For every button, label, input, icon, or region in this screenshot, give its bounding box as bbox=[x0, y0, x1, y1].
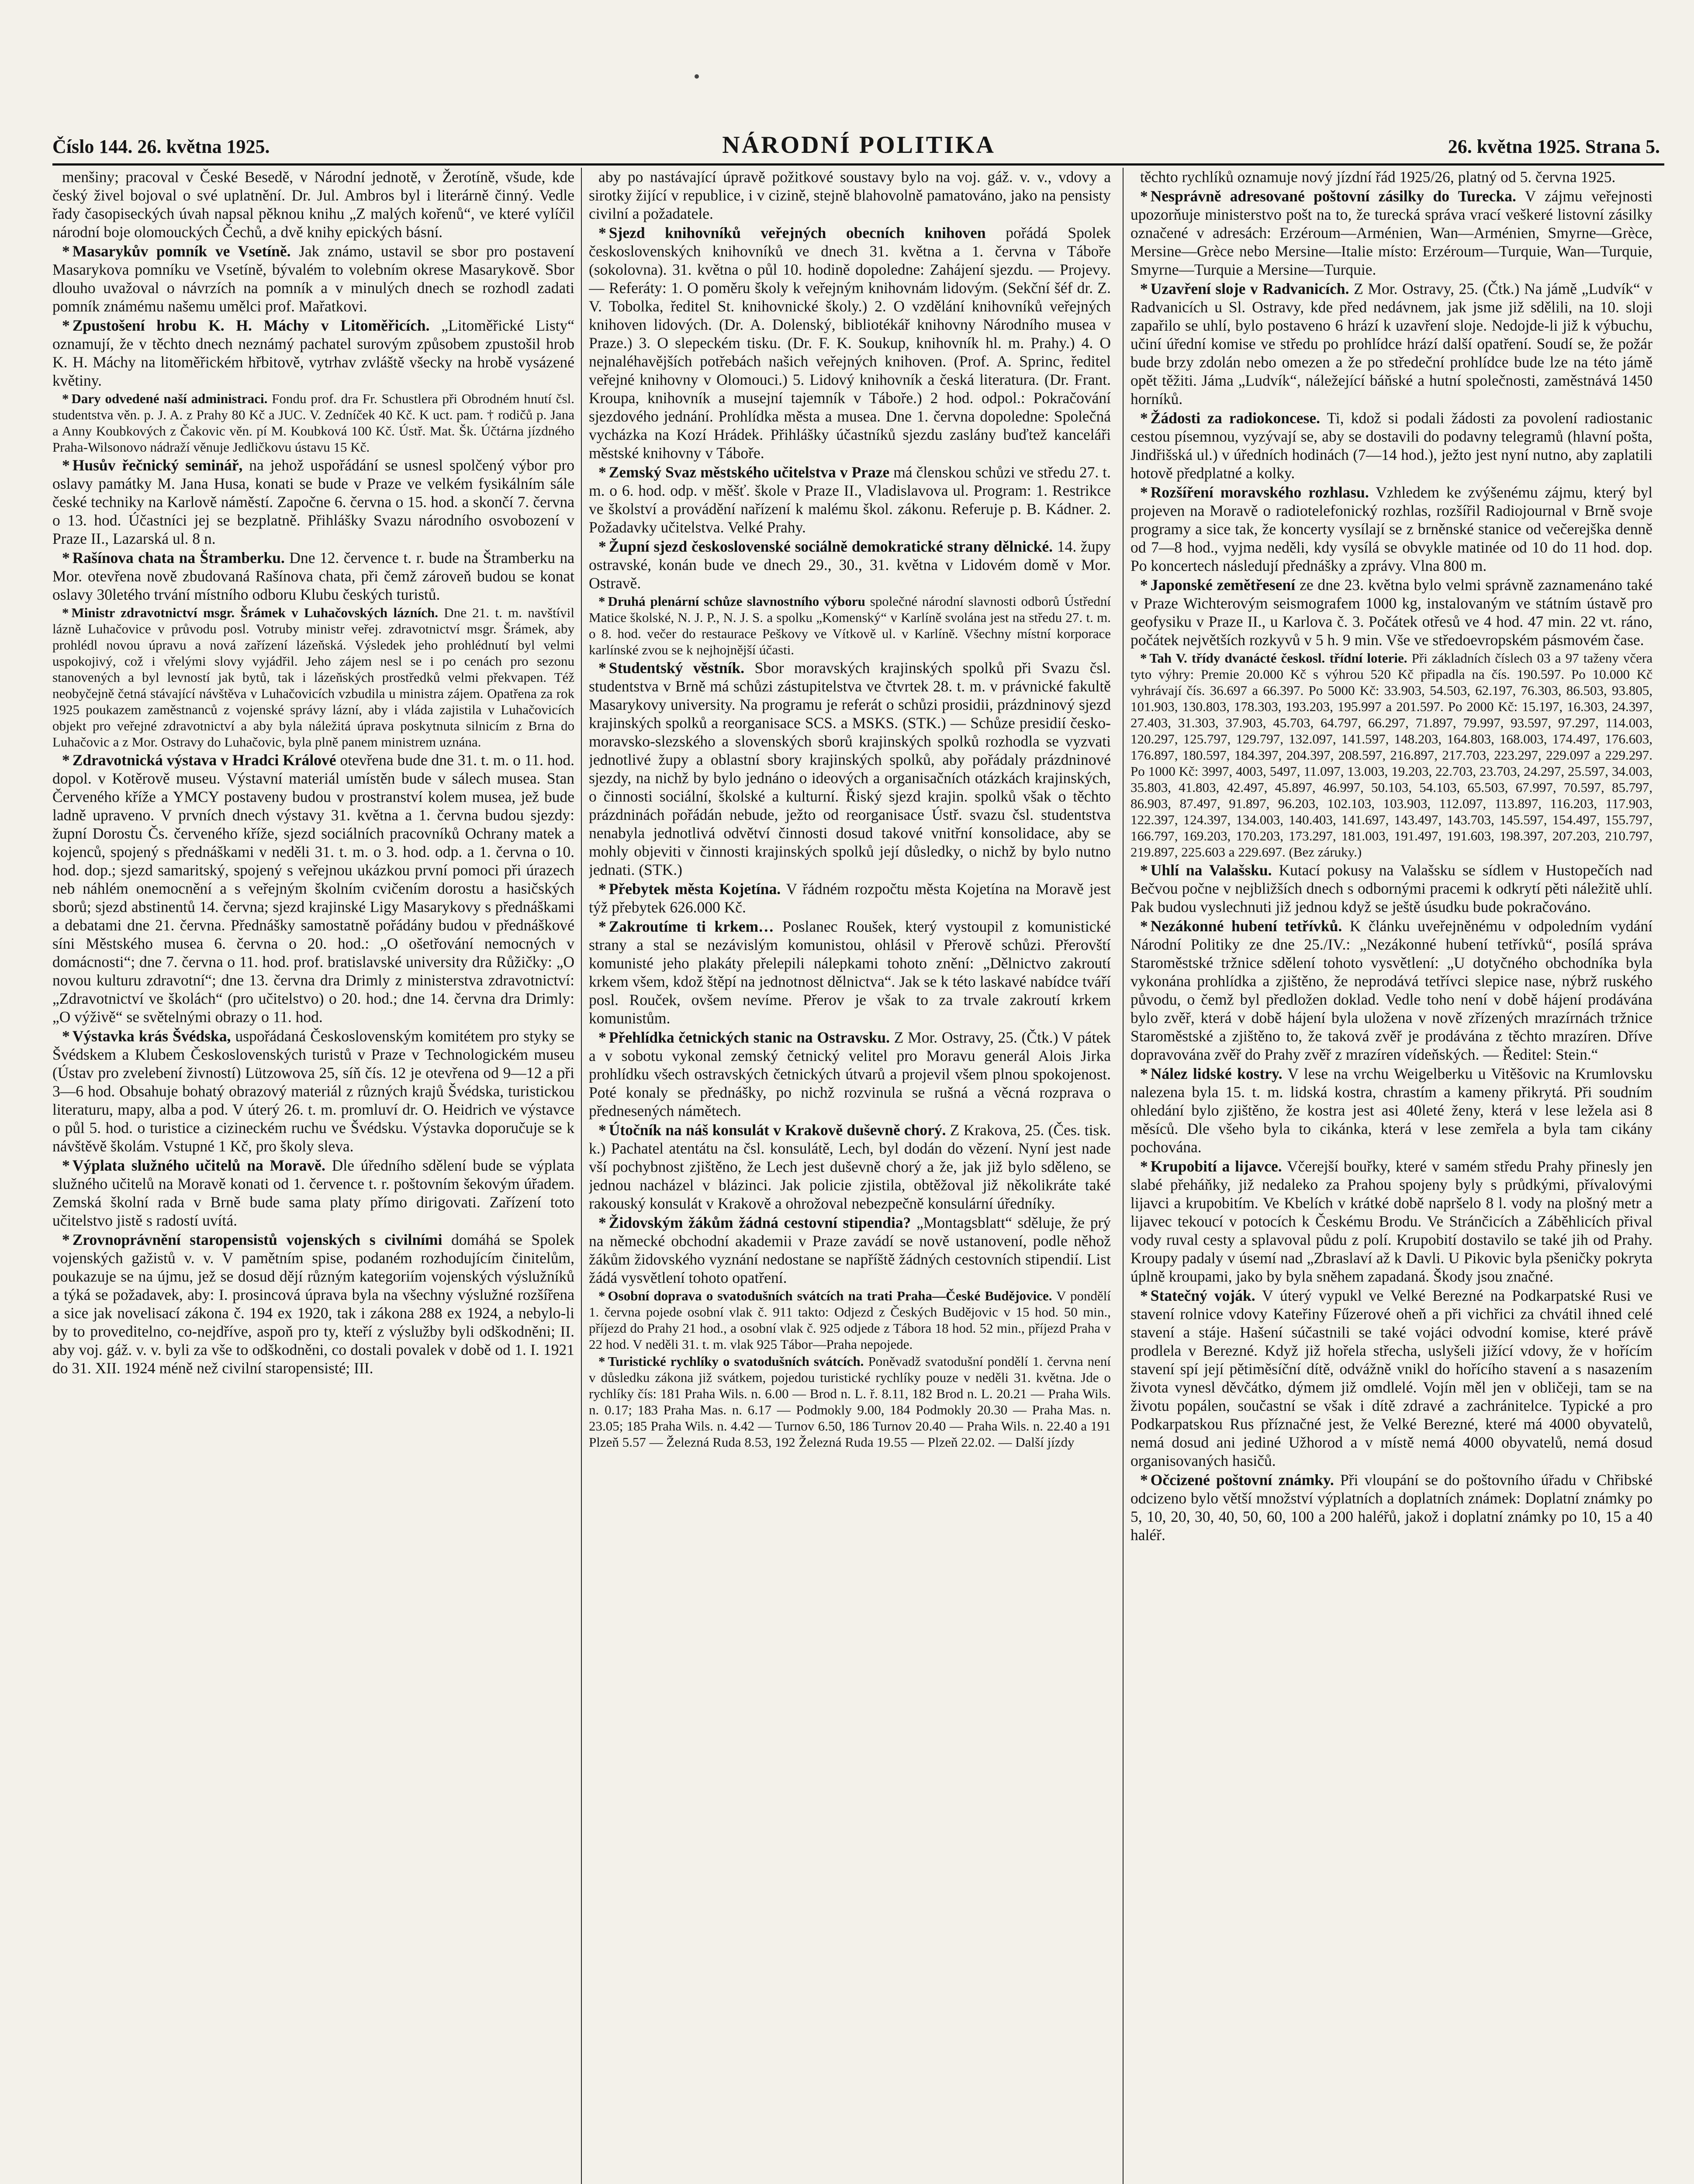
issue-number-date: Číslo 144. 26. května 1925. bbox=[52, 136, 270, 157]
news-item bbox=[1130, 187, 1653, 279]
news-item bbox=[1130, 650, 1653, 860]
bullet-mark: * bbox=[1140, 484, 1148, 501]
bullet-mark: * bbox=[62, 242, 70, 260]
continued-text bbox=[589, 168, 1111, 223]
news-headline: Husův řečnický seminář, bbox=[72, 456, 243, 474]
news-item bbox=[1130, 1286, 1653, 1470]
news-headline: Krupobití a lijavce. bbox=[1150, 1158, 1282, 1175]
bullet-mark: * bbox=[598, 918, 606, 935]
news-item bbox=[1130, 1471, 1653, 1544]
continued-text bbox=[52, 168, 574, 241]
news-item bbox=[589, 224, 1111, 462]
bullet-mark: * bbox=[1140, 1471, 1148, 1489]
news-item bbox=[589, 917, 1111, 1027]
news-item bbox=[52, 390, 574, 455]
news-headline: Turistické rychlíky o svatodušních svátcích. bbox=[608, 1354, 864, 1369]
news-body: V řádném rozpočtu města Kojetína na Moravě jest týž přebytek 626.000 Kč. bbox=[589, 880, 1111, 916]
news-body: „Montagsblatt“ sděluje, že prý na německé obchodní akademii v Praze zavádí se nově ustanovení, podle něhož žákům židovského vyznání nedostane se napříště žádných cestovních stipendií. List žádá vysvětlení tohoto opatření. bbox=[589, 1214, 1111, 1286]
bullet-mark: * bbox=[598, 463, 606, 481]
news-headline: Výstavka krás Švédska, bbox=[72, 1027, 231, 1045]
news-body: Dne 21. t. m. navštívil lázně Luhačovice v průvodu posl. Votruby ministr veřej. zdravotnictví msgr. Šrámek, aby prohlédl novou úpravu a nová zařízení lázeňská. Výsledek jeho prohlédnutí byl velmi uspokojivý, což i vřelými slovy vyjádřil. Jeho zájem nesl se i po cenách pro sezonu stanovených a byl levností jak bytů, tak i lázeňských prostředků velmi překvapen. Též neobyčejně četná stávající návštěva v Luhačovicích vzbudila u ministra zájem. Opatřena za rok 1925 poukazem zaměstnanců z vojenské správy lázní, aby i vláda zajistila v Luhačovicích objekt pro veřejné zdravotnictví a aby byla náležitá úprava poskytnuta silnicím z Brna do Luhačovic a z Mor. Ostravy do Luhačovic, byla plně panem ministrem uznána. bbox=[52, 605, 574, 750]
text-column-1 bbox=[52, 168, 574, 2184]
bullet-mark: * bbox=[598, 1214, 606, 1231]
news-body: Poněvadž svatodušní pondělí 1. června není v důsledku zákona již svátkem, pojedou turistické rychlíky pouze v neděli 31. května. Jde o rychlíky čís: 181 Praha Wils. n. 6.00 — Brod n. L. ř. 8.11, 182 Brod n. L. 20.21 — Praha Wils. n. 0.17; 183 Praha Mas. n. 6.17 — Podmokly 9.00, 184 Podmokly 20.30 — Praha Mas. n. 23.05; 185 Praha Wils. n. 4.42 — Turnov 6.50, 186 Turnov 20.40 — Praha Wils. n. 22.40 a 191 Plzeň 5.57 — Železná Ruda 8.53, 192 Železná Ruda 19.55 — Plzeň 22.02. — Další jízdy bbox=[589, 1354, 1111, 1450]
news-headline: Přehlídka četnických stanic na Ostravsku. bbox=[608, 1029, 890, 1046]
news-item bbox=[52, 1156, 574, 1230]
news-headline: Župní sjezd československé sociálně demokratické strany dělnické. bbox=[608, 538, 1053, 555]
news-body: ze dne 23. května bylo velmi správně zaznamenáno také v Praze Wichterovým seismografem 1000 kg, instalovaným ve státním ústavě pro geofysiku v Praze II., u Karlova č. 3. Počátek otřesů ve 4 hod. 47 min. 22 vt. ráno, počátek největších rozkyvů v 5 h. 9 min. Vše ve středoevropském pásmovém čase. bbox=[1130, 576, 1653, 649]
news-headline: Tah V. třídy dvanácté českosl. třídní loterie. bbox=[1149, 650, 1407, 666]
bullet-mark: * bbox=[598, 1121, 606, 1139]
news-body: V pondělí 1. června pojede osobní vlak č. 911 takto: Odjezd z Českých Budějovic v 15 hod. 50 min., příjezd do Prahy 21 hod., a osobní vlak č. 925 odjede z Tábora 18 hod. 52 min., příjezd Praha v 22 hod. V neděli 31. t. m. vlak 925 Tábor—Praha nepojede. bbox=[589, 1288, 1111, 1352]
news-headline: Ministr zdravotnictví msgr. Šrámek v Luhačovských lázních. bbox=[71, 605, 438, 620]
news-item bbox=[1130, 1157, 1653, 1286]
news-headline: Japonské zemětřesení bbox=[1150, 576, 1296, 594]
news-headline: Rozšíření moravského rozhlasu. bbox=[1150, 484, 1369, 501]
column-divider bbox=[1123, 168, 1124, 2184]
news-headline: Sjezd knihovníků veřejných obecních knihoven bbox=[608, 224, 986, 242]
news-item bbox=[52, 549, 574, 604]
bullet-mark: * bbox=[62, 605, 69, 620]
bullet-mark: * bbox=[598, 1288, 605, 1303]
bullet-mark: * bbox=[598, 880, 606, 898]
news-headline: Uhlí na Valašsku. bbox=[1150, 861, 1272, 879]
news-body: pořádá Spolek československých knihovníků ve dnech 31. května a 1. června v Táboře (sokolovna). 31. května o půl 10. hodině dopoledne: Zahájení sjezdu. — Projevy. — Referáty: 1. O poměru školy k veřejným knihovnám lidovým. (Sekční šéf dr. Z. V. Tobolka, ředitel St. knihovnické školy.) 2. O vzdělání knihovníků veřejných knihoven lidových. (Dr. A. Dolenský, bibliotékář knihovny Národního musea v Praze.) 3. O slepeckém tisku. (Dr. F. K. Soukup, knihovník hl. m. Prahy.) 4. O nejnaléhavějších potřebách našich veřejných knihoven. (Prof. A. Sprinc, ředitel veřejné knihovny v Olomouci.) 5. Lidový knihovník a česká literatura. (Dr. Frant. Kroupa, knihovník a musejní tajemník v Táboře.) 2 hod. odpol.: Pokračování sjezdového jednání. Prohlídka města a musea. Dne 1. června dopoledne: Společná vycházka na Kozí Hrádek. Přihlášky účastníků sjezdu zaslány buďtež kanceláři městské knihovny v Táboře. bbox=[589, 224, 1111, 462]
news-body: menšiny; pracoval v České Besedě, v Národní jednotě, v Žerotíně, všude, kde český živel bojoval o své uplatnění. Dr. Jul. Ambros byl i literárně činný. Vedle řady časopiseckých úvah napsal pěknou knihu „Z malých kořenů“, ve které vylíčil národní boje olomouckých Čechů, a dvě knihy epických básní. bbox=[52, 168, 574, 241]
news-item bbox=[52, 242, 574, 315]
bullet-mark: * bbox=[62, 456, 70, 474]
bullet-mark: * bbox=[1140, 409, 1148, 427]
news-headline: Zpustošení hrobu K. H. Máchy v Litoměřicích. bbox=[72, 317, 430, 334]
news-headline: Statečný voják. bbox=[1150, 1287, 1255, 1304]
news-item bbox=[1130, 576, 1653, 649]
bullet-mark: * bbox=[1140, 917, 1148, 935]
news-body: Z Krakova, 25. (Čes. tisk. k.) Pachatel atentátu na čsl. konsulátě, Lech, byl dodán do vězení. Nyní jest nade vší pochybnost zjištěno, že Lech jest duševně chorý a že, jak již bylo sděleno, se jednou nacházel v blázinci. Jak policie zjistila, obtěžoval již několikráte také rakouský konsulát v Krakově a ohrožoval nebezpečně konsulární úředníky. bbox=[589, 1121, 1111, 1212]
news-headline: Žádosti za radiokoncese. bbox=[1150, 409, 1320, 427]
page-header bbox=[52, 131, 1660, 162]
news-body: V lese na vrchu Weigelberku u Vitěšovic na Krumlovsku nalezena byla 15. t. m. lidská kostra, chrastím a kameny přikrytá. Při soudním ohledání bylo zjištěno, že kostra jest asi 40leté ženy, která v lese ležela asi 8 měsíců. Dle všeho byla to cikánka, která v lese zemřela a byla tam cikány pochována. bbox=[1130, 1065, 1653, 1156]
news-body: Kutací pokusy na Valašsku se sídlem v Hustopečích nad Bečvou počne v nejbližších dnech s odbornými pracemi k odkrytí pěti náležitě uhlí. Pak budou vyslechnuti již jednou když se ještě úsudku bude pokračováno. bbox=[1130, 861, 1653, 916]
news-headline: Nezákonné hubení tetřívků. bbox=[1150, 917, 1342, 935]
news-headline: Studentský věstník. bbox=[608, 659, 745, 677]
news-headline: Uzavření sloje v Radvanicích. bbox=[1150, 280, 1349, 297]
bullet-mark: * bbox=[62, 1027, 70, 1045]
bullet-mark: * bbox=[1140, 1158, 1148, 1175]
continued-text bbox=[1130, 168, 1653, 186]
news-item bbox=[52, 316, 574, 390]
text-column-3 bbox=[1130, 168, 1653, 2184]
bullet-mark: * bbox=[62, 317, 70, 334]
news-item bbox=[589, 593, 1111, 658]
masthead: NÁRODNÍ POLITIKA bbox=[722, 131, 996, 159]
news-body: Ti, kdož si podali žádosti za povolení radiostanic cestou písemnou, vyzývají se, aby se dostavili do podavny telegramů (hlavní pošta, Jindřišská ul.) v úředních hodinách (7—14 hod.), ježto jest nyní nutno, aby zaplatili hotově předplatné a kolky. bbox=[1130, 409, 1653, 482]
news-item bbox=[52, 1230, 574, 1377]
bullet-mark: * bbox=[62, 751, 70, 769]
news-body: otevřena bude dne 31. t. m. o 11. hod. dopol. v Kotěrově museu. Výstavní materiál umístěn bude v sálech musea. Stan Červeného kříže a YMCY postaveny budou v prostranství kolem musea, jež bude ladně upraveno. V prvních dnech výstavy 31. května a 1. června budou sjezdy: župní Dorostu Čs. červeného kříže, sjezd sociálních pracovníků Ochrany matek a kojenců, spojený s přednáškami v neděli 31. t. m. o 3. hod. odp. a 1. června o 10. hod. dop.; sjezd samaritský, spojený s veřejnou ukázkou první pomoci při úrazech neb náhlém onemocnění a s veřejným školním cvičením dorostu a hasičských sborů; sjezd abstinentů 14. června; sjezd krajinské Ligy Masarykovy s přednáškami a debatami dne 21. června. Přednášky samostatně pořádány budou v přednáškové síni Městského musea 6. června o 20. hod.: „O ošetřování nemocných v domácnosti“; dne 7. června o 11. hod. prof. bratislavské university dra Růžičky: „O novou kulturu zdravotní“; dne 13. června dra Drimly z ministerstva zdravotnictví: „Zdravotnictví ve školách“ (pro učitelstvo) o 20. hod.; dne 14. června dra Drimly: „O výživě“ se světelnými obrazy o 11. hod. bbox=[52, 751, 574, 1026]
bullet-mark: * bbox=[598, 224, 606, 242]
news-headline: Nesprávně adresované poštovní zásilky do Turecka. bbox=[1150, 187, 1516, 205]
news-body: aby po nastávající úpravě požitkové soustavy bylo na voj. gáž. v. v., vdovy a sirotky žijící v republice, i v cizině, stejně blahovolně pamatováno, jako na pensisty civilní a požadatele. bbox=[589, 168, 1111, 222]
news-item bbox=[589, 1213, 1111, 1287]
news-item bbox=[589, 463, 1111, 536]
news-item bbox=[589, 537, 1111, 592]
news-item bbox=[1130, 483, 1653, 575]
news-body: Z Mor. Ostravy, 25. (Čtk.) V pátek a v sobotu vykonal zemský četnický velitel pro Moravu generál Alois Jirka prohlídku všech ostravských četnických útvarů a projevil všem plnou spokojenost. Poté konaly se přednášky, po nichž rozvinula se rušná a věcná rozprava o přednesených námětech. bbox=[589, 1029, 1111, 1120]
news-body: V úterý vypukl ve Velké Berezné na Podkarpatské Rusi ve stavení rolnice vdovy Kateřiny Fűzerové oheň a při vichřici za chvátil ihned celé stavení a stáje. Hašení súčastnili se také vojáci odvodní komise, které právě prodlela v Berezné. Když již hořela střecha, uslyšeli jižící vdovy, že v hořícím stavení spí její pětiměsíční dítě, odvážně vnikl do hořícího stavení a s nasazením života vynesl děvčátko, dýmem již omdlelé. Vojín měl jen v obličeji, tam se na životu popálen, součastní se však i dítě zdravé a zachránitelce. Typické a pro Podkarpatskou Rus příznačné jest, že Velké Berezné, které má 4000 obyvatelů, nemá dosud ani jediné Užhorod a v místě nemá 4000 obyvatelů, nemá dosud organisovaných hasičů. bbox=[1130, 1287, 1653, 1469]
column-divider bbox=[581, 168, 582, 2184]
news-headline: Druhá plenární schůze slavnostního výboru bbox=[608, 594, 865, 609]
news-body: domáhá se Spolek vojenských gažistů v. v. V pamětním spise, podaném rozhodujícím činitelům, poukazuje se na újmu, jež se dosud dějí různým kategoriím vojenských výslužníků a týká se požadavek, aby: I. prosincová úprava byla na všechny výslužné rozšířena a sice jak novelisací zákona č. 194 ex 1920, tak i zákona 288 ex 1924, a nebylo-li by to proveditelno, co-nejdříve, aspoň pro ty, kteří z výslužby byli odškodněni; II. aby voj. gáž. v. v. byli za vše to odškodněni, co dostali povalek v době od 1. I. 1921 do 31. XII. 1924 méně než civilní staropensisté; III. bbox=[52, 1231, 574, 1377]
bullet-mark: * bbox=[598, 538, 606, 555]
news-headline: Masarykův pomník ve Vsetíně. bbox=[72, 242, 291, 260]
bullet-mark: * bbox=[62, 1157, 70, 1174]
news-headline: Zakroutíme ti krkem… bbox=[608, 918, 774, 935]
news-body: 14. župy ostravské, konán bude ve dnech 29., 30., 31. května v Lidovém domě v Mor. Ostravě. bbox=[589, 538, 1111, 592]
news-body: Fondu prof. dra Fr. Schustlera při Obrodném hnutí čsl. studentstva věn. p. J. A. z Prahy 80 Kč a JUC. V. Zedníček 40 Kč. K uct. pam. † rodičů p. Jana a Anny Koubkových z Čakovic věn. pí M. Koubková 100 Kč. Ústř. Mat. Šk. Účtárna jízdného Praha-Wilsonovo nádraží věnuje Jedličkovu ústavu 15 Kč. bbox=[52, 391, 574, 455]
bullet-mark: * bbox=[1140, 1287, 1148, 1304]
news-item bbox=[589, 1353, 1111, 1450]
bullet-mark: * bbox=[1140, 576, 1148, 594]
header-rule bbox=[52, 163, 1664, 166]
news-headline: Očcizené poštovní známky. bbox=[1150, 1471, 1334, 1489]
bullet-mark: * bbox=[598, 659, 606, 677]
bullet-mark: * bbox=[1140, 1065, 1148, 1082]
news-body: těchto rychlíků oznamuje nový jízdní řád 1925/26, platný od 5. června 1925. bbox=[1140, 168, 1616, 186]
news-body: „Litoměřické Listy“ oznamují, že v těchto dnech neznámý pachatel surovým způsobem zpustošil hrob K. H. Máchy na litoměřickém hřbitově, vytrhav zvláště všecky na hrobě vysázené květiny. bbox=[52, 317, 574, 389]
bullet-mark: * bbox=[1140, 187, 1148, 205]
news-headline: Zdravotnická výstava v Hradci Králové bbox=[72, 751, 336, 769]
news-item bbox=[52, 456, 574, 548]
news-item bbox=[1130, 280, 1653, 408]
news-body: Vzhledem ke zvýšenému zájmu, který byl projeven na Moravě o radiotelefonický rozhlas, rozšířil Radiojournal v Brně svoje programy a sice tak, že koncerty vysílají se z brněnské stanice od večerejška denně od 7—8 hod., vyjma neděli, kdy vysílá se obvykle matinée od 10 do 11 hod. dop. Po koncertech následují přednášky a zprávy. Vlna 800 m. bbox=[1130, 484, 1653, 574]
news-item bbox=[1130, 1064, 1653, 1156]
news-headline: Židovským žákům žádná cestovní stipendia? bbox=[608, 1214, 911, 1231]
news-body: Včerejší bouřky, které v samém středu Prahy přinesly jen slabé přeháňky, již nedaleko za Prahou spojeny byly s průdkými, přívalovými lijavci a krupobitím. Ve Kbelích v krátké době napršelo 8 l. vody na plošný metr a lijavec tekoucí v potocích k Českému Brodu. Ve Stránčicích a Záběhlicích přival vody ruval cesty a splavoval půdu z polí. Krupobití dostavilo se také jih od Prahy. Kroupy padaly v úsemí nad „Zbraslaví až k Davli. U Pikovic byla pšeničky pokryta úplně kroupami, jako by byla sněhem zapadaná. Škody jsou značné. bbox=[1130, 1158, 1653, 1285]
news-item bbox=[589, 1121, 1111, 1213]
news-body: Při základních číslech 03 a 97 taženy včera tyto výhry: Premie 20.000 Kč s výhrou 520 Kč připadla na čís. 190.597. Po 10.000 Kč vyhrávají čís. 36.697 a 66.397. Po 5000 Kč: 33.903, 54.503, 62.197, 76.303, 86.503, 93.805, 101.903, 130.803, 178.303, 193.203, 195.997 a 201.597. Po 2000 Kč: 15.197, 16.303, 24.397, 27.403, 31.303, 37.903, 45.703, 64.797, 66.297, 71.897, 79.997, 93.597, 97.297, 114.003, 120.297, 125.797, 129.797, 132.097, 141.597, 148.203, 164.803, 168.003, 174.497, 176.603, 176.897, 180.597, 184.397, 204.397, 208.597, 216.897, 217.703, 223.297, 229.097 a 229.297. Po 1000 Kč: 3997, 4003, 5497, 11.097, 13.003, 19.203, 22.703, 23.703, 24.297, 25.597, 34.003, 35.803, 41.803, 42.497, 45.897, 46.997, 50.103, 54.103, 65.503, 67.997, 70.597, 85.797, 86.903, 87.497, 91.897, 96.203, 102.103, 103.903, 112.097, 113.897, 116.203, 117.903, 122.397, 124.397, 134.003, 140.403, 141.697, 143.497, 143.703, 145.597, 154.497, 155.797, 166.797, 169.203, 170.203, 173.297, 181.003, 191.497, 191.603, 198.397, 207.203, 210.797, 219.897, 225.603 a 229.697. (Bez záruky.) bbox=[1130, 650, 1653, 860]
bullet-mark: * bbox=[598, 594, 605, 609]
news-item bbox=[52, 1027, 574, 1155]
bullet-mark: * bbox=[598, 1029, 606, 1046]
news-body: Jak známo, ustavil se sbor pro postavení Masarykova pomníku ve Vsetíně, bývalém to volebním okrese Masarykově. Sbor dlouho uvažoval o návrzích na pomník a v minulých dnech se rozhodl zadati pomník známému našemu umělci prof. Mařatkovi. bbox=[52, 242, 574, 315]
news-body: Z Mor. Ostravy, 25. (Čtk.) Na jámě „Ludvík“ v Radvanicích u Sl. Ostravy, kde před nedávnem, jak jsme již sdělili, na 10. sloji zapařilo se uhlí, bylo postaveno 6 hrází k uzavření sloje. Nedojde-li již k výbuchu, učiní úřední komise ve středu po prohlídce hrází další opatření. Soudí se, že požár bude brzy zdolán nebo omezen a že po středeční prohlídce bude lze na této jámě opět těžiti. Jáma „Ludvík“, náležející báňské a hutní společnosti, zaměstnává 1450 horníků. bbox=[1130, 280, 1653, 408]
bullet-mark: * bbox=[62, 391, 69, 406]
news-body: má členskou schůzi ve středu 27. t. m. o 6. hod. odp. v měšť. škole v Praze II., Vladislavova ul. Program: 1. Restrikce ve školství a provádění nařízení k malému škol. zákonu. Referuje p. B. Kádner. 2. Požadavky učitelstva. Velké Prahy. bbox=[589, 463, 1111, 536]
print-speck bbox=[695, 74, 699, 79]
bullet-mark: * bbox=[1140, 861, 1148, 879]
news-headline: Výplata služného učitelů na Moravě. bbox=[72, 1157, 325, 1174]
news-headline: Dary odvedené naší administraci. bbox=[71, 391, 268, 406]
news-body: uspořádaná Československým komitétem pro styky se Švédskem a Klubem Československých turistů v Praze v Technologickém museu (Ústav pro zvelebení živností) Lützowova 25, síň čís. 12 je otevřena od 9—12 a při 3—6 hod. Obsahuje bohatý obrazový materiál z různých krajů Švédska, turistickou literaturu, mapy, alba a pod. V úterý 26. t. m. promluví dr. O. Heidrich ve výstavce o půl 5. hod. o turistice a cizineckém ruchu ve Švédsku. Výstavka doporučuje se k návštěvě školám. Vstupné 1 Kč, pro školy sleva. bbox=[52, 1027, 574, 1155]
news-item bbox=[52, 751, 574, 1026]
news-item bbox=[1130, 917, 1653, 1064]
news-item bbox=[589, 659, 1111, 879]
news-body: Dne 12. července t. r. bude na Štramberku na Mor. otevřena nově zbudovaná Rašínova chata, při čemž zároveň budou se konat oslavy 30letého trvání místního odboru Klubu českých turistů. bbox=[52, 549, 574, 603]
news-item bbox=[1130, 861, 1653, 916]
news-item bbox=[1130, 409, 1653, 482]
news-headline: Nález lidské kostry. bbox=[1150, 1065, 1283, 1082]
bullet-mark: * bbox=[1140, 280, 1148, 297]
news-body: Při vloupání se do poštovního úřadu v Chřibské odcizeno bylo větší množství výplatních a doplatních známek: Doplatní známky po 5, 10, 20, 30, 40, 50, 60, 100 a 200 haléřů, jakož i doplatní známky po 10, 15 a 40 haléř. bbox=[1130, 1471, 1653, 1544]
news-headline: Útočník na náš konsulát v Krakově duševně chorý. bbox=[608, 1121, 946, 1139]
bullet-mark: * bbox=[598, 1354, 605, 1369]
news-body: společné národní slavnosti odborů Ústřední Matice školské, N. J. P., N. J. S. a spolku „Komenský“ v Karlíně svolána jest na středu 27. t. m. o 8. hod. večer do restaurace Peškovy ve Vítkově ul. v Karlíně. Všechny místní korporace karlínské zvou se k nejhojnější účasti. bbox=[589, 594, 1111, 657]
news-body: V zájmu veřejnosti upozorňuje ministerstvo pošt na to, že turecká správa vrací veškeré listovní zásilky označené v adresách: Erzéroum—Arménien, Wan—Arménien, Smyrne—Grèce, Mersine—Grèce nebo Mersine—Italie místo: Erzéroum—Turquie, Wan—Turquie, Smyrne—Turquie a Mersine—Turquie. bbox=[1130, 187, 1653, 278]
bullet-mark: * bbox=[62, 549, 70, 567]
news-item bbox=[52, 605, 574, 750]
news-body: Dle úředního sdělení bude se výplata služného učitelů na Moravě konati od 1. července t. r. poštovním šekovým úřadem. Zemská školní rada v Brně bude sama platy přímo dirigovati. Zařízení toto učitelstvo jistě s radostí uvítá. bbox=[52, 1157, 574, 1229]
bullet-mark: * bbox=[1140, 650, 1147, 666]
news-headline: Zemský Svaz městského učitelstva v Praze bbox=[608, 463, 890, 481]
news-headline: Rašínova chata na Štramberku. bbox=[72, 549, 285, 567]
text-column-2 bbox=[589, 168, 1111, 2184]
news-body: Poslanec Roušek, který vystoupil z komunistické strany a stal se nezávislým komunistou, ohlásil v Přerově schůzi. Přerovští komunisté jeho plakáty přelepili nálepkami tohoto znění: „Dělnictvo zakroutí krkem všem, kdož štěpí na jednotnost dělnictva“. Jak se k této laskavé nabídce tváří posl. Rouček, ovšem nevíme. Přerov je však to za trvale zakroutí krkem komunistům. bbox=[589, 918, 1111, 1027]
news-item bbox=[589, 1028, 1111, 1120]
news-body: K článku uveřejněnému v odpoledním vydání Národní Politiky ze dne 25./IV.: „Nezákonné hubení tetřívků“, posílá správa Staroměstské tržnice sdělení tohoto vysvětlení: „U dotyčného obchodníka byla vykonána prohlídka a zjištěno, že neprodává tetřívci slepice nase, nýbrž ruského původu, o čemž byl předložen doklad. Vedle toho není v době hájení prodávána bylo zvěř, která v době hájení byla uložena v nově zřízených mrazírnách tržnice Staroměstské a zjištěno to, že taková zvěř je prodávána z těchto mrazíren. Dříve dopravována zvěř do Prahy zvěř z mrazíren vídeňských. — Ředitel: Stein.“ bbox=[1130, 917, 1653, 1063]
news-item bbox=[589, 880, 1111, 916]
news-body: na jehož uspořádání se usnesl spolčený výbor pro oslavy památky M. Jana Husa, konati se bude v Praze ve velkém fysikálním sále české techniky na Karlově náměstí. Započne 6. června o 15. hod. a skončí 7. června o 13. hod. Účastníci jej se bezplatně. Přihlášky Svazu národního osvobození v Praze II., Lazarská ul. 8 n. bbox=[52, 456, 574, 547]
date-page-number: 26. května 1925. Strana 5. bbox=[1448, 136, 1660, 157]
news-body: Sbor moravských krajinských spolků při Svazu čsl. studentstva v Brně má schůzi zástupitelstva ve čtvrtek 28. t. m. v právnické fakultě Masarykovy university. Na programu je referát o schůzi prosidii, prázdninový sjezd krajinských spolků a reorganisace SCS. a MSKS. (STK.) — Schůze presidií česko-moravsko-slezského a slovenských sborů krajinských spolků rozhodla se vyzvati jednotlivé župy a oblastní sbory krajinských spolků, aby pořádaly prázdninové sjezdy, na nichž by bylo jednáno o ideových a organisačních otázkách krajinských, o činnosti sociální, školské a kulturní. Řiský sjezd krajin. spolků však o těchto prázdninách pořádán nebude, ježto od reorganisace Ústř. svazu čsl. studentstva nenabyla jednotlivá odvětví činnosti dosud takové vnitřní konsolidace, aby se mohly objeviti v činnosti krajinských spolků její důsledky, o nichž by bylo nutno jednati. (STK.) bbox=[589, 659, 1111, 878]
bullet-mark: * bbox=[62, 1231, 70, 1248]
news-headline: Přebytek města Kojetína. bbox=[608, 880, 781, 898]
news-headline: Osobní doprava o svatodušních svátcích na trati Praha—České Budějovice. bbox=[608, 1288, 1052, 1303]
news-headline: Zrovnoprávnění staropensistů vojenských s civilními bbox=[72, 1231, 443, 1248]
news-item bbox=[589, 1288, 1111, 1352]
